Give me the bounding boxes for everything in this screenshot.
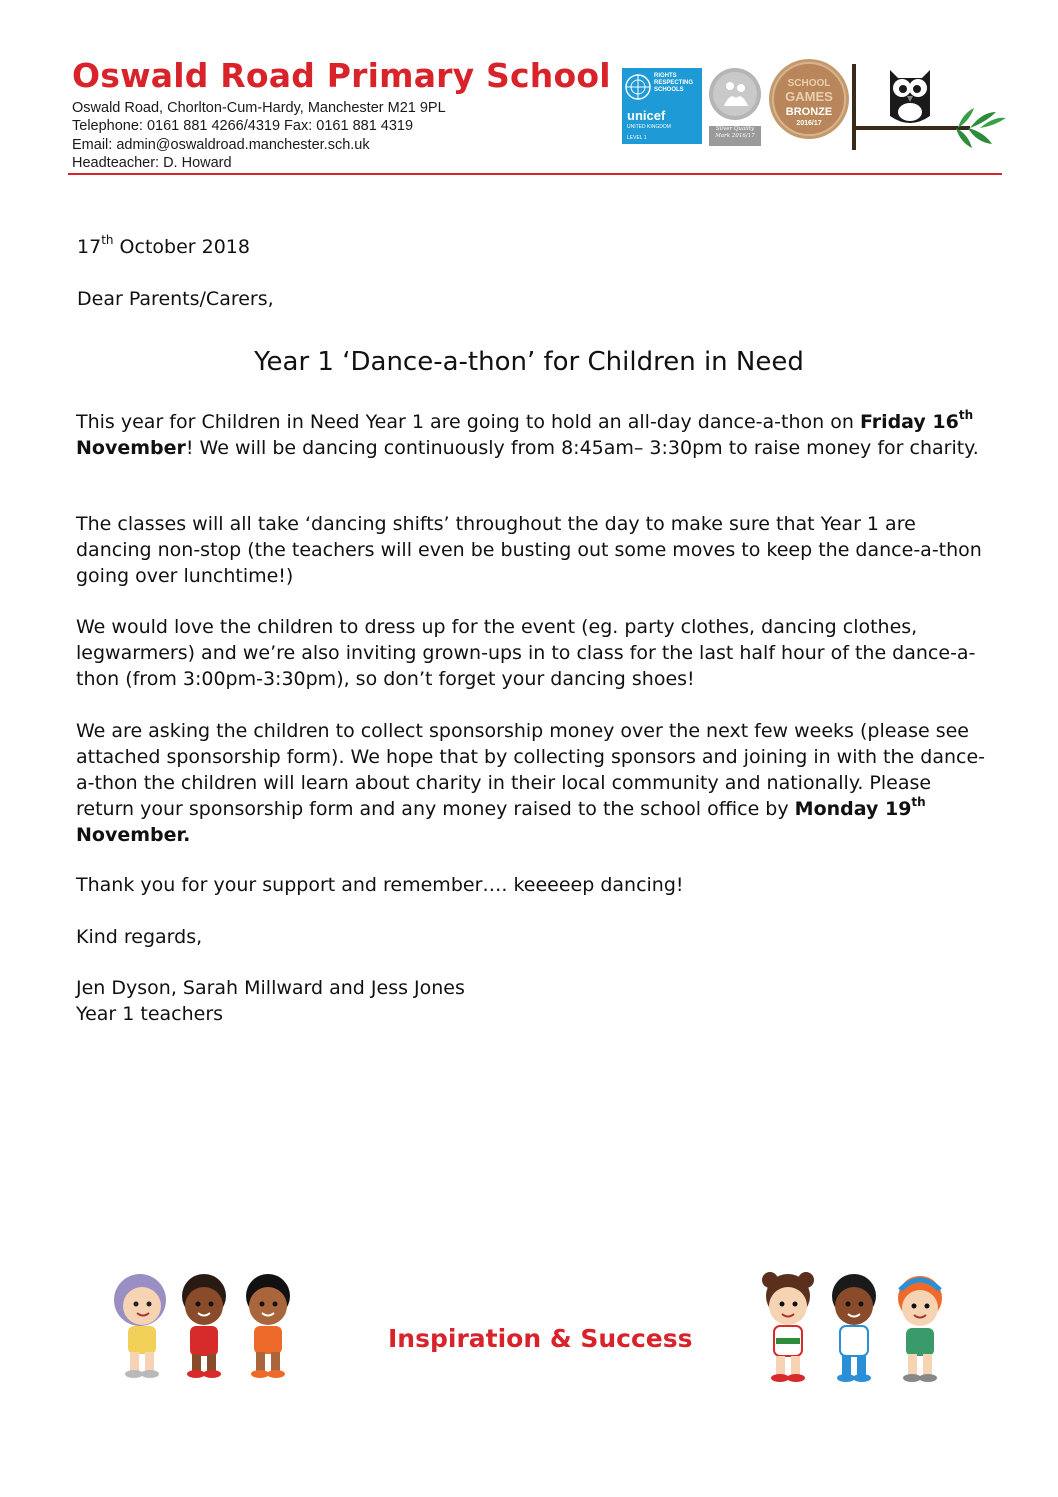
school-name: Oswald Road Primary School (72, 56, 611, 95)
school-address: Oswald Road, Chorlton-Cum-Hardy, Manchester M21 9PL (72, 100, 446, 116)
children-group-left-icon (96, 1266, 316, 1384)
rrs-level: LEVEL 1 (627, 135, 647, 141)
signatory-role: Year 1 teachers (76, 1003, 224, 1025)
school-motto: Inspiration & Success (388, 1324, 693, 1353)
paragraph-dress-up: We would love the children to dress up for the event (eg. party clothes, dancing clothes, legwarmers) and we’re also inviting grown-ups in to class for the last half hour of the dance-a-thon (from 3:00pm-3:30pm), so don’t forget your dancing shoes! (76, 616, 976, 690)
header-divider (68, 173, 1002, 175)
paragraph-event-details (76, 409, 986, 461)
school-headteacher: Headteacher: D. Howard (72, 154, 232, 171)
paragraph-dancing-shifts: The classes will all take ‘dancing shifts’ throughout the day to make sure that Year 1 are dancing non-stop (the teachers will even be busting out some moves to keep the dance-a-thon going over lunchtime!) (76, 513, 982, 587)
games-line3: BRONZE (785, 106, 833, 118)
salutation: Dear Parents/Carers, (77, 288, 274, 310)
silver-quality-mark-icon (706, 66, 764, 148)
owl-on-branch-icon (850, 56, 1010, 156)
deadline-month: November. (76, 824, 191, 846)
letter-title: Year 1 ‘Dance-a-thon’ for Children in Need (254, 347, 804, 377)
p1-intro: This year for Children in Need Year 1 are going to hold an all-day dance-a-thon on (76, 411, 860, 433)
games-line4: 2016/17 (796, 120, 822, 127)
rrs-label: RIGHTS RESPECTING SCHOOLS (654, 73, 694, 93)
school-contact-block (72, 99, 446, 172)
date-month-year: October 2018 (113, 236, 250, 258)
silver-medal-icon (706, 66, 764, 124)
silver-caption-line2: Mark 2016/17 (715, 133, 755, 139)
signatories: Jen Dyson, Sarah Millward and Jess Jones (76, 977, 465, 999)
event-date-month: November (76, 437, 186, 459)
letter-date (77, 234, 250, 260)
paragraph-thanks: Thank you for your support and remember…. keeeeep dancing! (76, 874, 684, 896)
event-date-suffix: th (958, 408, 974, 422)
paragraph-sponsorship (76, 718, 986, 848)
children-group-right-icon (748, 1266, 968, 1390)
date-ordinal-suffix: th (101, 233, 114, 247)
event-date-day: Friday 16 (859, 411, 959, 433)
games-line1: SCHOOL (787, 78, 831, 89)
signature-block (76, 975, 986, 1027)
closing: Kind regards, (76, 926, 203, 948)
school-games-medal-icon (768, 58, 850, 140)
globe-icon (624, 71, 654, 105)
unicef-wordmark: unicef (627, 108, 666, 123)
p1-rest: ! We will be dancing continuously from 8:45am– 3:30pm to raise money for charity. (185, 437, 979, 459)
games-line2: GAMES (785, 89, 833, 104)
school-email: Email: admin@oswaldroad.manchester.sch.uk (72, 136, 370, 153)
silver-caption-line1: Silver Quality (715, 126, 755, 132)
unicef-icon (622, 68, 702, 144)
deadline-suffix: th (911, 795, 926, 809)
silver-mark-caption (709, 126, 761, 146)
school-phone-fax: Telephone: 0161 881 4266/4319 Fax: 0161 881 4319 (72, 118, 414, 135)
unicef-country: UNITED KINGDOM (627, 124, 671, 130)
date-day: 17 (77, 236, 102, 258)
deadline-day: Monday 19 (794, 798, 912, 820)
p4-text: We are asking the children to collect sponsorship money over the next few weeks (please see attached sponsorship form). We hope that by collecting sponsors and joining in with the dance-a-thon the children will learn about charity in their local community and nationally. Please return your sponsorship form and any money raised to the school office by (76, 720, 985, 820)
